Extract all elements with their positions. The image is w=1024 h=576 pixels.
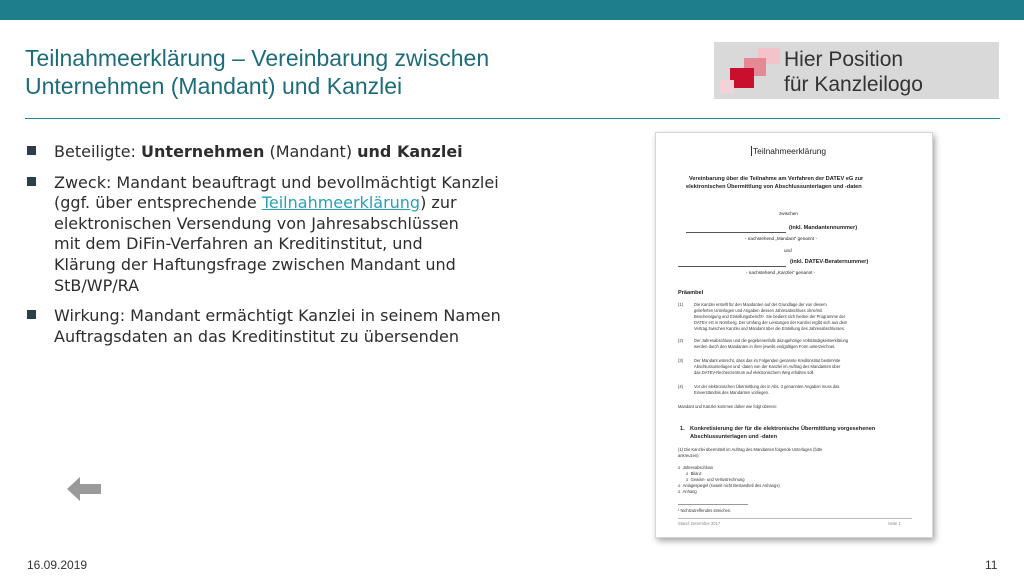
bullet-effect-line2: Auftragsdaten an das Kreditinstitut zu übersenden: [54, 326, 459, 346]
doc-und: und: [784, 248, 792, 253]
doc-party2-note: - nachstehend „Kanzlei“ genannt -: [746, 270, 816, 275]
doc-sec1-line2: Abschlussunterlagen und -daten: [690, 434, 778, 440]
left-arrow-icon[interactable]: [67, 474, 103, 504]
slide-title-line2: Unternehmen (Mandant) und Kanzlei: [25, 73, 403, 99]
bullet-list: [27, 142, 587, 357]
doc-p2-line1: Der Jahresabschluss und die gegebenenfalls dazugehörige Vollständigkeitserklärung: [694, 338, 849, 343]
title-divider: [25, 118, 1000, 119]
doc-list-item-anhang: o Anhang: [678, 489, 697, 494]
bullet-purpose-line4: mit dem DiFin-Verfahren an Kreditinstitut, und: [54, 234, 423, 254]
doc-p4-number: (4): [678, 384, 684, 389]
doc-footnote: ¹ Nichtzutreffendes streichen.: [678, 508, 732, 513]
doc-p3-line2: Abschlussunterlagen und -daten von der Kanzlei im Auftrag des Mandanten über: [694, 364, 841, 369]
doc-heading-line2: elektronischen Übermittlung von Abschlussunterlagen und -daten: [686, 184, 862, 190]
doc-list-text: Anhang: [682, 489, 697, 494]
doc-heading-line1: Vereinbarung über die Teilnahme am Verfahren der DATEV eG zur: [689, 176, 864, 182]
doc-list-text: Jahresabschluss: [682, 465, 714, 470]
doc-party1-label: (inkl. Mandantennummer): [789, 225, 858, 231]
logo-text: [784, 47, 923, 97]
doc-list-item-bilanz: o Bilanz: [686, 471, 702, 476]
doc-p1-line3: Bescheinigung und Erstellungsbericht¹. Sie bedient sich hierbei der Programme der: [694, 314, 846, 319]
bullet-purpose-line2: [54, 193, 587, 214]
bullet-participants-text2: (Mandant): [264, 142, 358, 161]
doc-footnote-rule: [678, 504, 748, 505]
slide-title-line1: Teilnahmeerklärung – Vereinbarung zwischen: [25, 45, 490, 71]
logo-text-line2: für Kanzleilogo: [784, 73, 923, 96]
doc-p1-number: (1): [678, 302, 684, 307]
bullet-effect: [27, 306, 587, 347]
doc-p1-line4: DATEV eG in Nürnberg. Der Umfang der Leistungen der Kanzlei ergibt sich aus dem: [694, 320, 848, 325]
doc-party2-label: (inkl. DATEV-Beraternummer): [790, 259, 869, 265]
bullet-participants-text1: Beteiligte:: [54, 142, 142, 161]
logo-placeholder: [714, 42, 999, 99]
bullet-purpose-line3: elektronischen Versendung von Jahresabschlüssen: [54, 213, 459, 233]
bullet-purpose-line6: StB/WP/RA: [54, 275, 140, 295]
doc-list-text: Gewinn- und Verlustrechnung: [690, 477, 745, 482]
doc-sec1-number: 1.: [680, 426, 685, 432]
doc-sec1-line1: Konkretisierung der für die elektronische Übermittlung vorgesehenen: [690, 426, 876, 432]
doc-footer-left: Stand: Dezember 2017: [678, 521, 721, 526]
doc-p2-number: (2): [678, 338, 684, 343]
doc-p4-line2: Einverständnis des Mandanten vorliegen.: [694, 390, 770, 395]
doc-p1-line2: gelieferten Unterlagen und Angaben dessen Jahresabschluss ohne/mit: [694, 308, 823, 313]
doc-list-item-guv: o Gewinn- und Verlustrechnung: [686, 477, 745, 482]
doc-list-text: Anlagespiegel (soweit nicht Bestandteil des Anhangs): [682, 483, 780, 488]
bullet-purpose: [27, 173, 587, 297]
footer-page-number: 11: [985, 558, 998, 572]
doc-p1-line1: Die Kanzlei erstellt für den Mandanten auf der Grundlage der von diesem: [694, 302, 827, 307]
bullet-effect-line1: Wirkung: Mandant ermächtigt Kanzlei in seinem Namen: [54, 306, 501, 326]
doc-p4-line1: Vor der elektronischen Übermittlung der in Abs. 3 genannten Angaben muss das: [694, 384, 840, 389]
bullet-participants-bold2: und Kanzlei: [357, 142, 463, 161]
doc-p2-line2: werden durch den Mandanten in ihrer jeweils endgültigen Form unterzeichnet.: [694, 344, 836, 349]
doc-agree: Mandant und Kanzlei kommen daher wie folgt überein:: [678, 404, 777, 409]
bullet-purpose-line2-post: ) zur: [420, 193, 457, 213]
logo-text-line1: Hier Position: [784, 48, 904, 71]
doc-list-text: Bilanz: [690, 471, 702, 476]
doc-party1-line: [686, 232, 786, 233]
footer-date: 16.09.2019: [27, 558, 88, 572]
bullet-purpose-line2-pre: (ggf. über entsprechende: [54, 193, 262, 213]
square-bullet-icon: [27, 177, 36, 186]
square-bullet-icon: [27, 146, 36, 155]
slide-title: [25, 44, 665, 100]
logo-squares-icon: [720, 48, 780, 93]
doc-list-item-jahresabschluss: o Jahresabschluss: [678, 465, 714, 470]
doc-sec1-p-line1: (1) Die Kanzlei übermittelt im Auftrag des Mandanten folgende Unterlagen (bitte: [678, 447, 823, 452]
top-accent-bar: [0, 0, 1024, 20]
document-preview: [655, 132, 933, 538]
doc-footer-right: Seite 1: [888, 521, 901, 526]
doc-p3-number: (3): [678, 358, 684, 363]
doc-party1-note: - nachstehend „Mandant“ genannt -: [745, 236, 818, 241]
doc-list-item-anlagespiegel: o Anlagespiegel (soweit nicht Bestandteil des Anhangs): [678, 483, 780, 488]
doc-sec1-p-line2: ankreuzen):: [678, 453, 700, 458]
teilnahmeerklaerung-link[interactable]: Teilnahmeerklärung: [261, 193, 421, 213]
bullet-purpose-line1: Zweck: Mandant beauftragt und bevollmächtigt Kanzlei: [54, 172, 499, 192]
bullet-purpose-line5: Klärung der Haftungsfrage zwischen Mandant und: [54, 254, 456, 274]
doc-zwischen: zwischen: [779, 211, 798, 216]
square-bullet-icon: [27, 310, 36, 319]
doc-party2-line: [678, 266, 786, 267]
doc-p3-line1: Der Mandant wünscht, dass das im Folgenden genannte Kreditinstitut bestimmte: [694, 358, 841, 363]
doc-title: Teilnahmeerklärung: [753, 146, 827, 156]
doc-footer-rule: [678, 518, 912, 519]
doc-praeambel: Präambel: [678, 290, 704, 296]
doc-p3-line3: das DATEV-Rechenzentrum auf elektronischem Weg erhalten soll.: [694, 370, 815, 375]
bullet-participants: [27, 142, 587, 163]
doc-p1-line5: Vertrag zwischen Kanzlei und Mandant über die Erstellung des Jahresabschlusses.: [694, 326, 845, 331]
bullet-participants-bold1: Unternehmen: [141, 142, 265, 161]
